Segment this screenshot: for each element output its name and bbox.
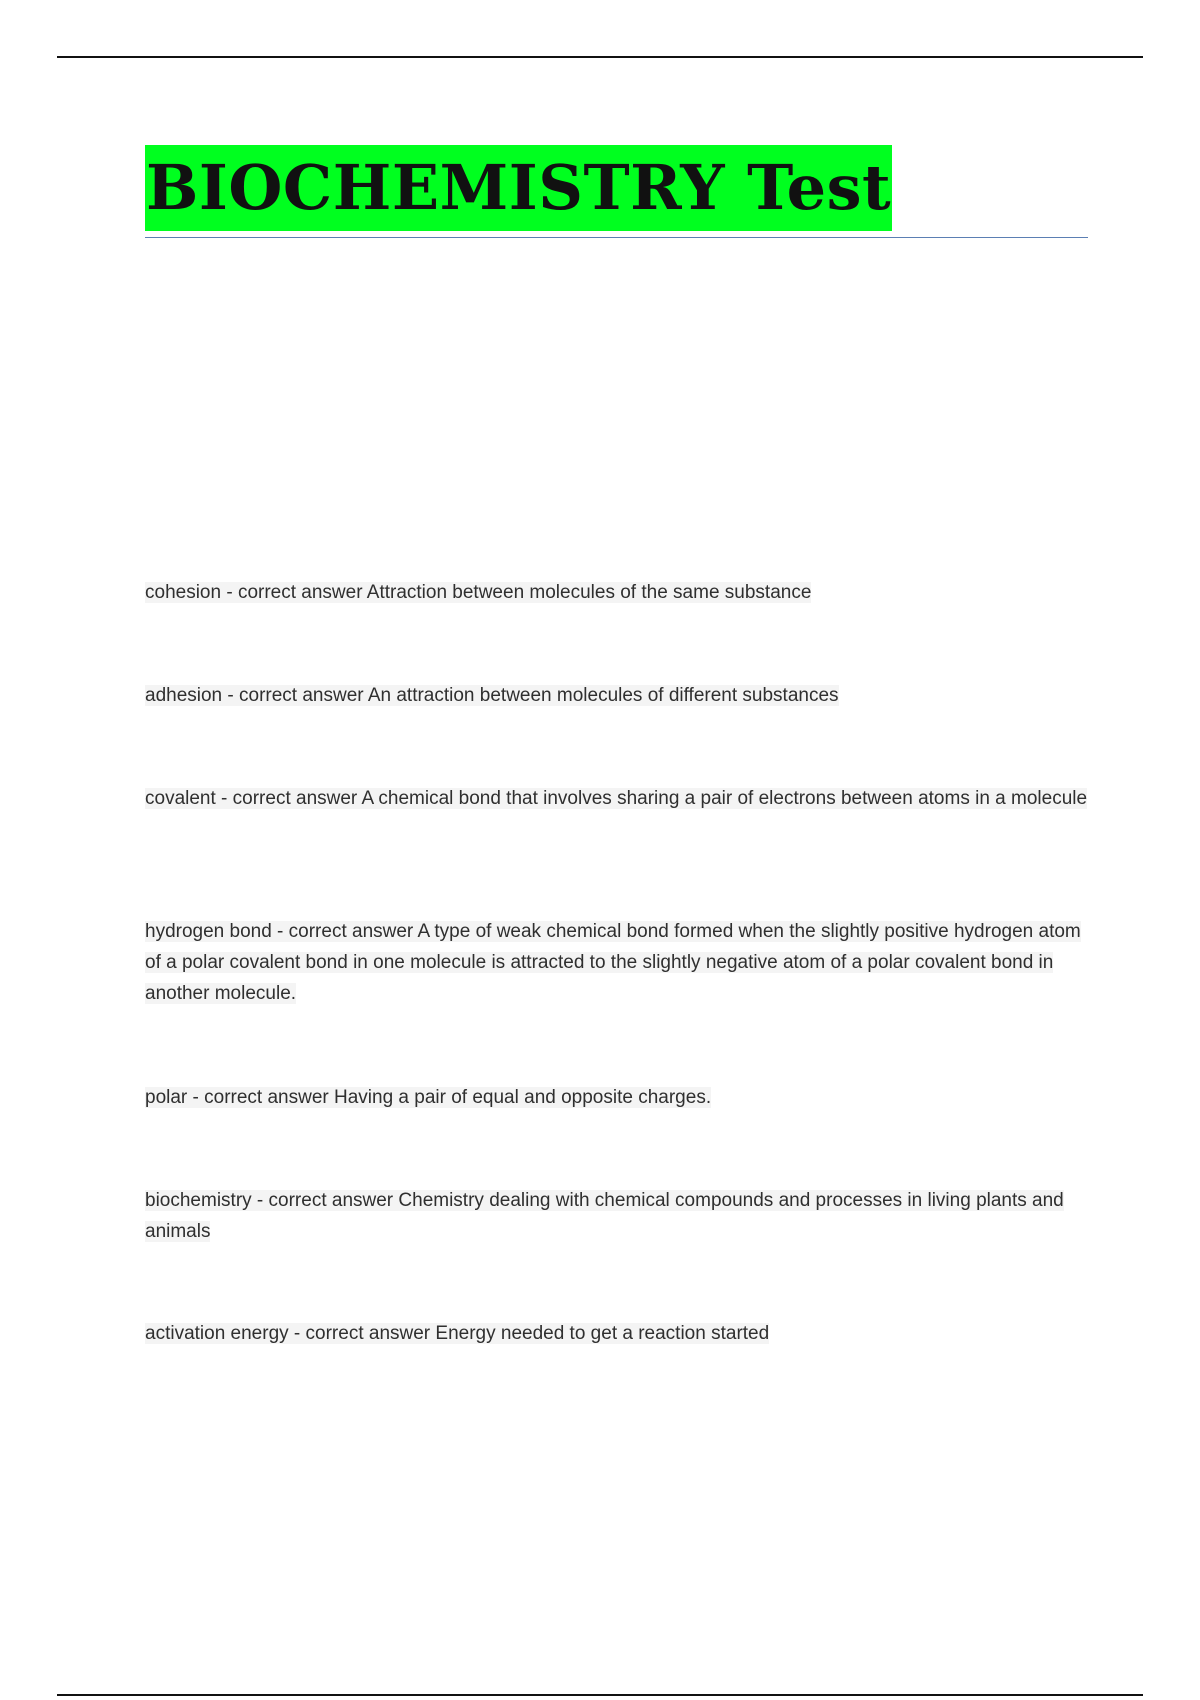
qa-entry-hydrogen-bond: [145, 916, 1095, 1009]
title-underline: [145, 237, 1088, 238]
qa-entry-text: polar - correct answer Having a pair of equal and opposite charges.: [145, 1087, 712, 1108]
qa-entry-text: covalent - correct answer A chemical bond that involves sharing a pair of electrons between atoms in a molecule: [145, 788, 1088, 809]
qa-entry-text: adhesion - correct answer An attraction between molecules of different substances: [145, 685, 839, 706]
qa-entry-text: biochemistry - correct answer Chemistry dealing with chemical compounds and processes in living plants and animals: [145, 1190, 1064, 1242]
qa-entry-cohesion: [145, 577, 1095, 608]
qa-entry-polar: [145, 1082, 1095, 1113]
page-top-rule: [57, 56, 1143, 58]
qa-entry-adhesion: [145, 680, 1095, 711]
document-title: BIOCHEMISTRY Test: [146, 151, 892, 224]
qa-entry-text: cohesion - correct answer Attraction between molecules of the same substance: [145, 582, 812, 603]
qa-entry-covalent: [145, 783, 1095, 814]
qa-entry-biochemistry: [145, 1185, 1095, 1247]
qa-entry-text: activation energy - correct answer Energy needed to get a reaction started: [145, 1323, 770, 1344]
page-bottom-rule: [57, 1694, 1143, 1696]
title-highlight: [145, 145, 892, 231]
qa-entry-text: hydrogen bond - correct answer A type of weak chemical bond formed when the slightly positive hydrogen atom of a polar covalent bond in one molecule is attracted to the slightly negative atom of a polar covalent bond in another molecule.: [145, 921, 1081, 1004]
qa-entry-activation-energy: [145, 1318, 1095, 1349]
